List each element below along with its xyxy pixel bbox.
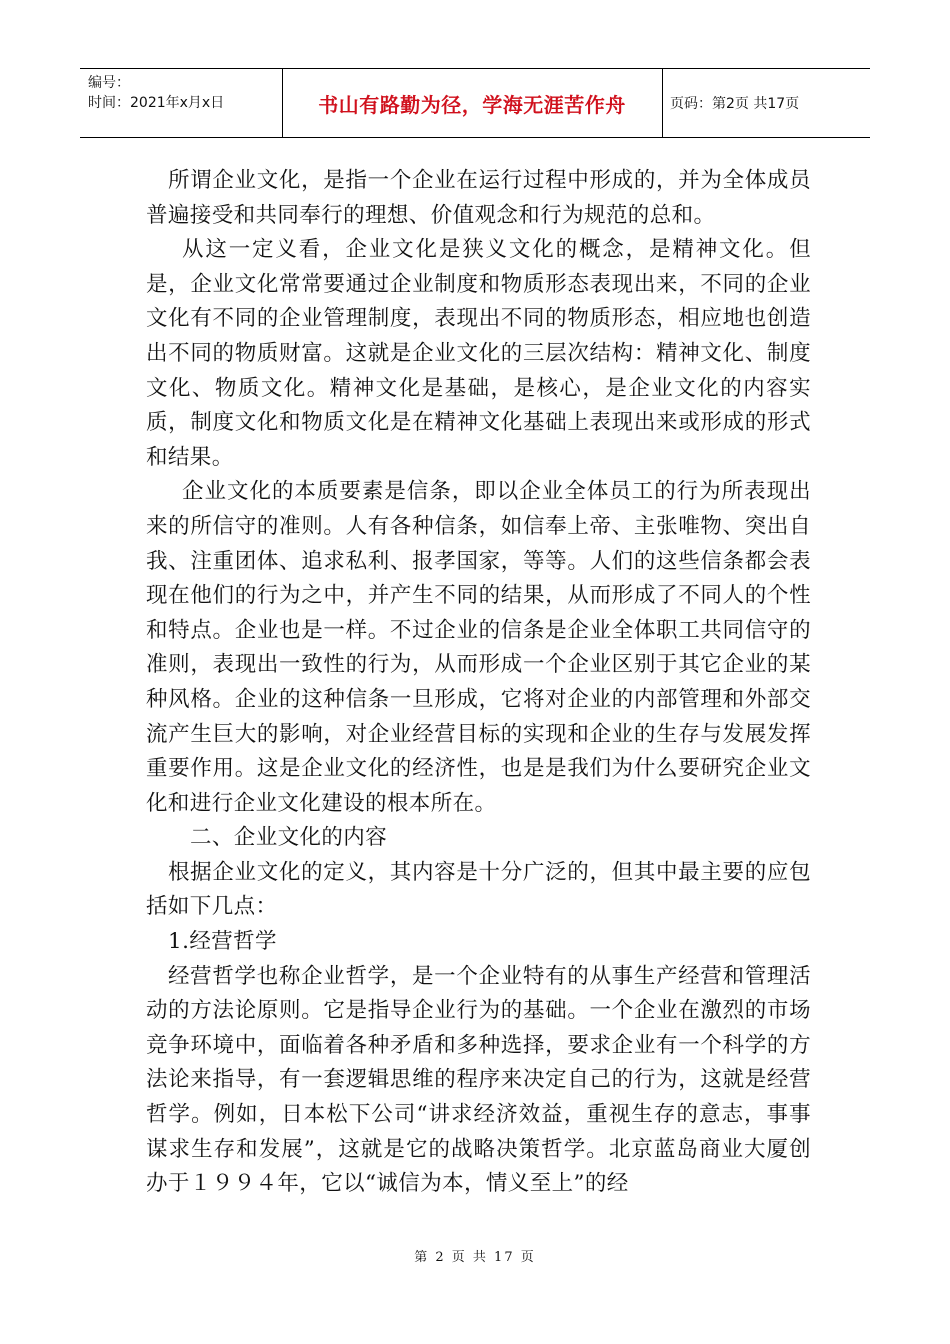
header-motto: 书山有路勤为径，学海无涯苦作舟 <box>318 92 626 117</box>
paragraph-core-elements: 企业文化的本质要素是信条，即以企业全体员工的行为所表现出来的所信守的准则。人有各种信条，如信奉上帝、主张唯物、突出自我、注重团体、追求私利、报孝国家，等等。人们的这些信条都会表现在他们的行为之中，并产生不同的结果，从而形成了不同人的个性和特点。企业也是一样。不过企业的信条是企业全体职工共同信守的准则，表现出一致性的行为，从而形成一个企业区别于其它企业的某种风格。企业的这种信条一旦形成，它将对企业的内部管理和外部交流产生巨大的影响，对企业经营目标的实现和企业的生存与发展发挥重要作用。这是企业文化的经济性，也是是我们为什么要研究企业文化和进行企业文化建设的根本所在。 <box>146 479 811 816</box>
paragraph-structure: 从这一定义看，企业文化是狭义文化的概念，是精神文化。但是，企业文化常常要通过企业制度和物质形态表现出来，不同的企业文化有不同的企业管理制度，表现出不同的物质形态，相应地也创造出不同的物质财富。这就是企业文化的三层次结构：精神文化、制度文化、物质文化。精神文化是基础，是核心，是企业文化的内容实质，制度文化和物质文化是在精神文化基础上表现出来或形成的形式和结果。 <box>146 237 811 470</box>
document-date-label: 时间：2021年x月x日 <box>88 95 225 111</box>
paragraph-philosophy: 经营哲学也称企业哲学，是一个企业特有的从事生产经营和管理活动的方法论原则。它是指导企业行为的基础。一个企业在激烈的市场竞争环境中，面临着各种矛盾和多种选择，要求企业有一个科学的方法论来指导，有一套逻辑思维的程序来决定自己的行为，这就是经营哲学。例如，日本松下公司“讲求经济效益，重视生存的意志，事事谋求生存和发展”，这就是它的战略决策哲学。北京蓝岛商业大厦创办于１９９４年，它以“诚信为本，情义至上”的经 <box>146 963 811 1197</box>
header-meta <box>88 73 278 113</box>
document-number-label: 编号： <box>88 75 130 91</box>
subsection-heading: 1.经营哲学 <box>168 929 277 955</box>
header-divider <box>662 69 663 137</box>
header-page-label: 页码：第2页 共17页 <box>670 96 800 112</box>
paragraph-definition: 所谓企业文化，是指一个企业在运行过程中形成的，并为全体成员普遍接受和共同奉行的理想、价值观念和行为规范的总和。 <box>146 168 811 228</box>
section-heading: 二、企业文化的内容 <box>190 825 388 851</box>
document-body <box>146 164 811 1202</box>
page-footer: 第 2 页 共 17 页 <box>414 1250 536 1265</box>
document-header <box>80 68 870 138</box>
paragraph-content-intro: 根据企业文化的定义，其内容是十分广泛的，但其中最主要的应包括如下几点： <box>146 859 811 920</box>
